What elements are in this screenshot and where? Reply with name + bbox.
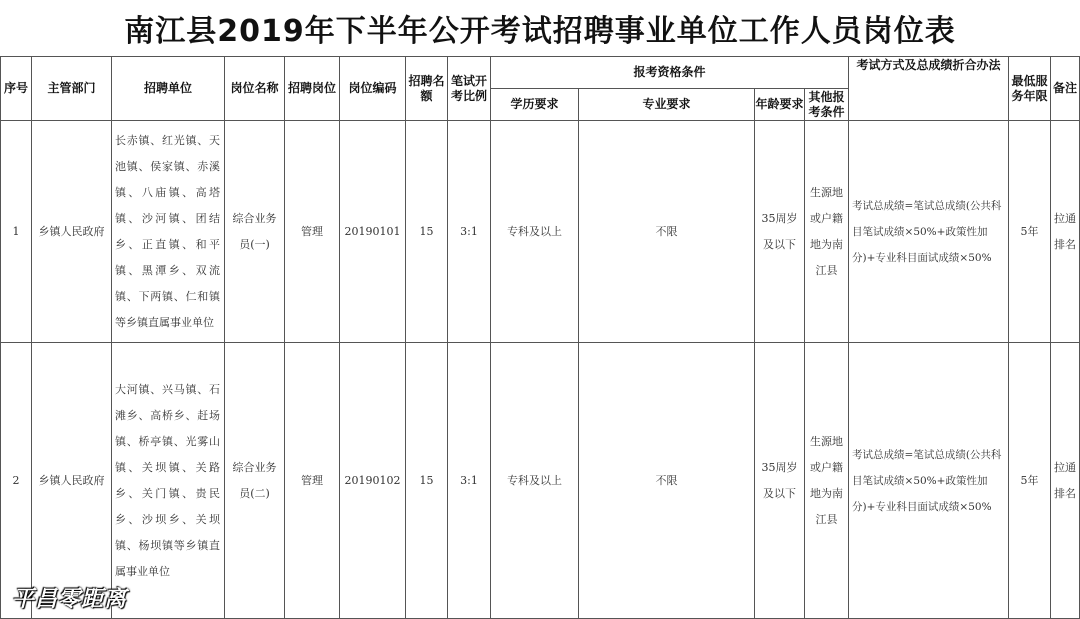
cell-other: 生源地或户籍地为南江县 xyxy=(805,121,849,343)
table-row xyxy=(1,343,1080,619)
cell-post-type: 管理 xyxy=(285,121,340,343)
header-quota: 招聘名额 xyxy=(406,57,448,121)
header-post-code: 岗位编码 xyxy=(340,57,406,121)
header-education: 学历要求 xyxy=(491,89,579,121)
page-title: 南江县2019年下半年公开考试招聘事业单位工作人员岗位表 xyxy=(124,14,956,49)
cell-post-name: 综合业务员(一) xyxy=(225,121,285,343)
cell-major: 不限 xyxy=(579,343,755,619)
cell-service: 5年 xyxy=(1009,121,1051,343)
table-row xyxy=(1,121,1080,343)
header-unit: 招聘单位 xyxy=(112,57,225,121)
header-seq: 序号 xyxy=(1,57,32,121)
cell-quota: 15 xyxy=(406,343,448,619)
cell-remark: 拉通排名 xyxy=(1051,121,1080,343)
cell-education: 专科及以上 xyxy=(491,121,579,343)
header-service: 最低服务年限 xyxy=(1009,57,1051,121)
header-qualifications: 报考资格条件 xyxy=(491,57,849,89)
header-other: 其他报考条件 xyxy=(805,89,849,121)
cell-age: 35周岁及以下 xyxy=(755,343,805,619)
cell-other: 生源地或户籍地为南江县 xyxy=(805,343,849,619)
cell-ratio: 3:1 xyxy=(448,121,491,343)
header-major: 专业要求 xyxy=(579,89,755,121)
header-ratio: 笔试开考比例 xyxy=(448,57,491,121)
cell-education: 专科及以上 xyxy=(491,343,579,619)
cell-seq: 1 xyxy=(1,121,32,343)
header-post-type: 招聘岗位 xyxy=(285,57,340,121)
header-post-name: 岗位名称 xyxy=(225,57,285,121)
cell-post-code: 20190102 xyxy=(340,343,406,619)
recruitment-table xyxy=(0,56,1080,619)
cell-method: 考试总成绩=笔试总成绩(公共科目笔试成绩×50%+政策性加分)+专业科目面试成绩×50% xyxy=(849,343,1009,619)
cell-unit: 长赤镇、红光镇、天池镇、侯家镇、赤溪镇、八庙镇、高塔镇、沙河镇、团结乡、正直镇、和平镇、黑潭乡、双流镇、下两镇、仁和镇等乡镇直属事业单位 xyxy=(112,121,225,343)
header-dept: 主管部门 xyxy=(32,57,112,121)
header-row-1 xyxy=(1,57,1080,89)
cell-post-name: 综合业务员(二) xyxy=(225,343,285,619)
cell-method: 考试总成绩=笔试总成绩(公共科目笔试成绩×50%+政策性加分)+专业科目面试成绩×50% xyxy=(849,121,1009,343)
cell-major: 不限 xyxy=(579,121,755,343)
cell-service: 5年 xyxy=(1009,343,1051,619)
cell-unit: 大河镇、兴马镇、石滩乡、高桥乡、赶场镇、桥亭镇、光雾山镇、关坝镇、关路乡、关门镇、贵民乡、沙坝乡、关坝镇、杨坝镇等乡镇直属事业单位 xyxy=(112,343,225,619)
watermark-logo: 平昌零距离 xyxy=(12,587,128,612)
header-method: 考试方式及总成绩折合办法 xyxy=(849,57,1009,121)
cell-dept: 乡镇人民政府 xyxy=(32,121,112,343)
cell-post-type: 管理 xyxy=(285,343,340,619)
cell-post-code: 20190101 xyxy=(340,121,406,343)
header-age: 年龄要求 xyxy=(755,89,805,121)
header-remark: 备注 xyxy=(1051,57,1080,121)
cell-dept: 乡镇人民政府 xyxy=(32,343,112,619)
cell-quota: 15 xyxy=(406,121,448,343)
cell-age: 35周岁及以下 xyxy=(755,121,805,343)
cell-ratio: 3:1 xyxy=(448,343,491,619)
cell-remark: 拉通排名 xyxy=(1051,343,1080,619)
cell-seq: 2 xyxy=(1,343,32,619)
